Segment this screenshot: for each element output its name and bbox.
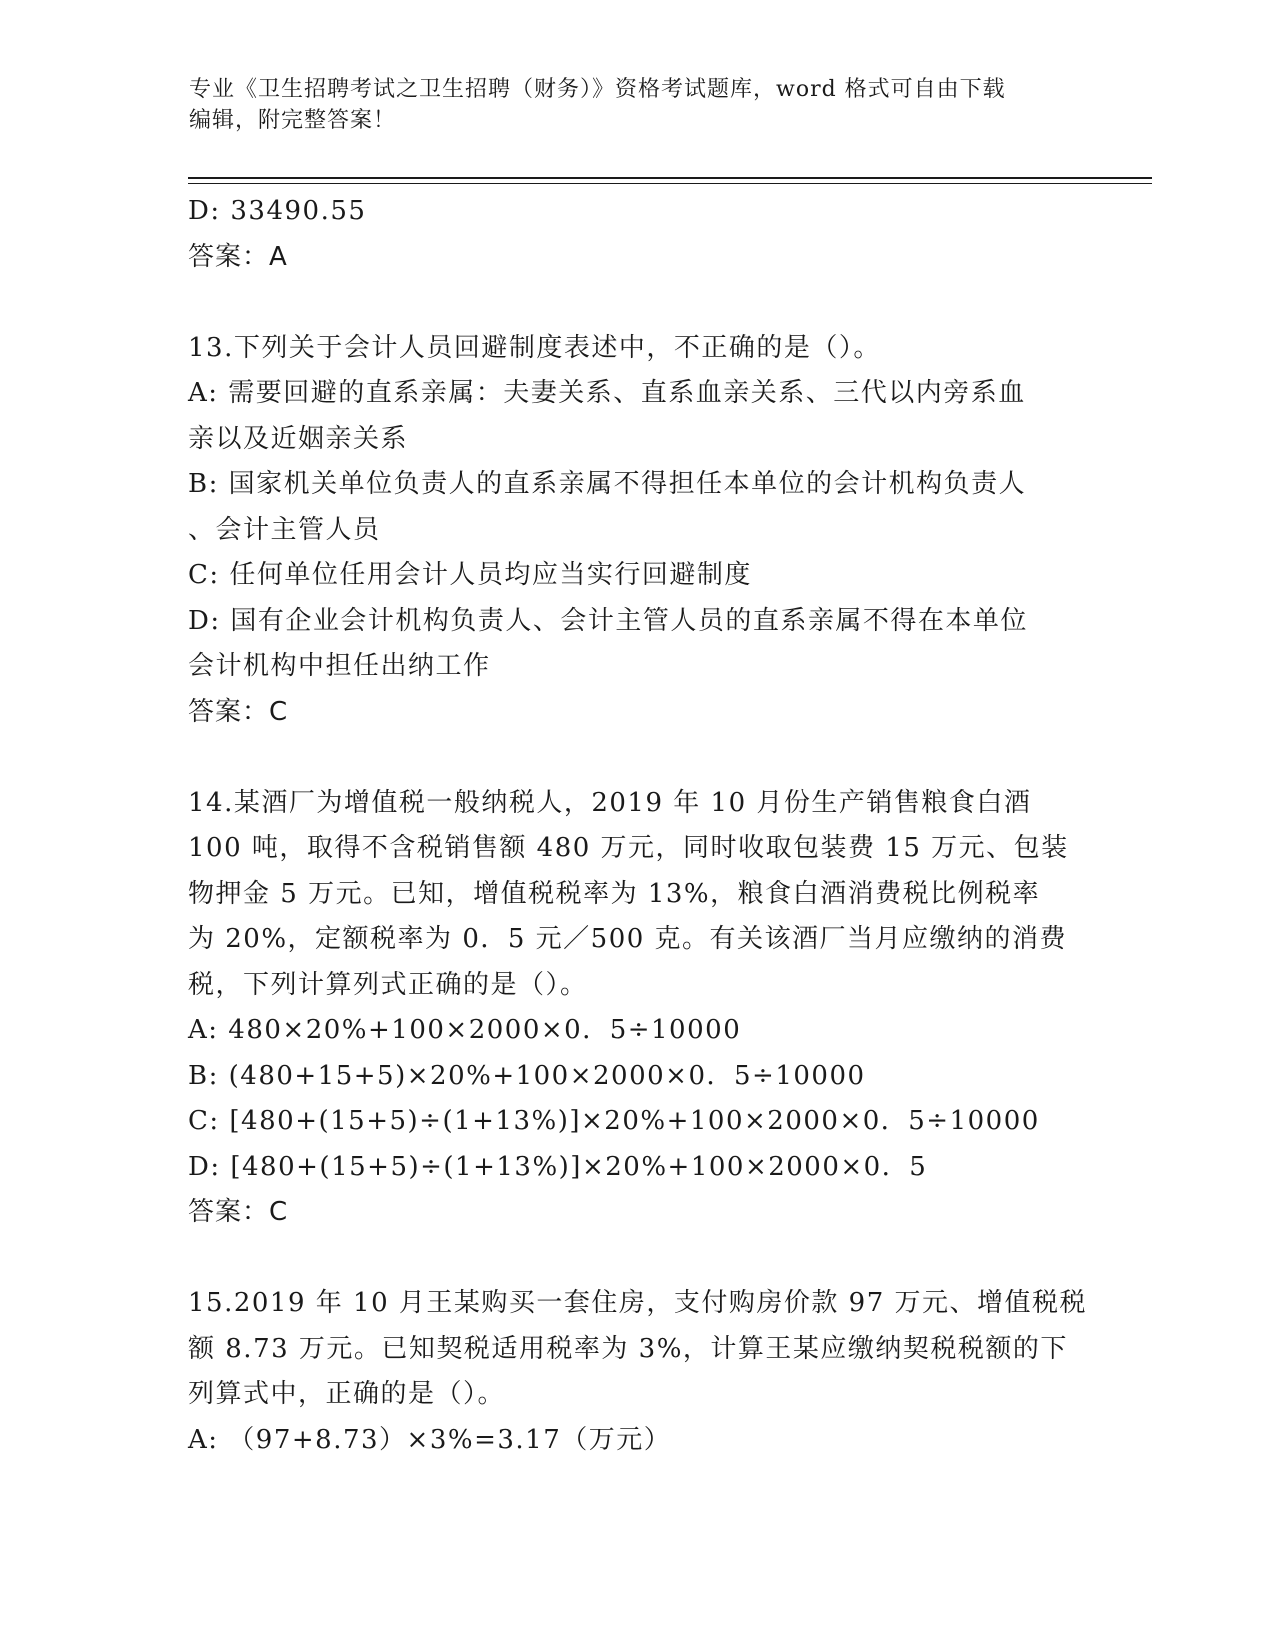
option-c: C: 任何单位任用会计人员均应当实行回避制度: [188, 560, 752, 590]
option-b: B: (480+15+5)×20%+100×2000×0．5÷10000: [188, 1060, 866, 1091]
option-d: D: 33490.55: [188, 196, 367, 226]
header-line-1: 专业《卫生招聘考试之卫生招聘（财务）》资格考试题库，word 格式可自由下载: [189, 77, 1006, 102]
question-stem-continued: 列算式中，正确的是（）。: [188, 1379, 506, 1409]
option-d-continued: 会计机构中担任出纳工作: [188, 651, 491, 681]
answer-line: 答案：C: [188, 1197, 289, 1227]
question-13: [188, 326, 1088, 736]
question-12: [188, 189, 1088, 280]
option-a: A: （97+8.73）×3%=3.17（万元）: [188, 1424, 672, 1455]
option-a: A: 480×20%+100×2000×0．5÷10000: [188, 1015, 742, 1045]
header-line-2: 编辑，附完整答案！: [189, 108, 397, 133]
question-stem-continued: 为 20%，定额税率为 0．5 元／500 克。有关该酒厂当月应缴纳的消费: [188, 924, 1068, 954]
question-stem-continued: 物押金 5 万元。已知，增值税税率为 13%，粮食白酒消费税比例税率: [188, 878, 1041, 909]
spacer: [188, 735, 1088, 781]
question-stem: 14.某酒厂为增值税一般纳税人，2019 年 10 月份生产销售粮食白酒: [188, 787, 1032, 818]
question-stem-continued: 100 吨，取得不含税销售额 480 万元，同时收取包装费 15 万元、包装: [188, 833, 1069, 863]
option-c: C: [480+(15+5)÷(1+13%)]×20%+100×2000×0．5÷10000: [188, 1106, 1040, 1136]
option-a: A: 需要回避的直系亲属：夫妻关系、直系血亲关系、三代以内旁系血: [188, 378, 1026, 408]
question-14: [188, 781, 1088, 1236]
option-d: D: 国有企业会计机构负责人、会计主管人员的直系亲属不得在本单位: [188, 605, 1028, 636]
spacer: [188, 280, 1088, 326]
question-stem-continued: 税，下列计算列式正确的是（）。: [188, 969, 588, 1000]
question-stem: 13.下列关于会计人员回避制度表述中，不正确的是（）。: [188, 332, 881, 363]
header-divider-thin: [188, 183, 1152, 184]
option-b: B: 国家机关单位负责人的直系亲属不得担任本单位的会计机构负责人: [188, 469, 1027, 499]
spacer: [188, 1236, 1088, 1282]
option-b-continued: 、会计主管人员: [188, 514, 381, 545]
page-header: [189, 74, 1089, 136]
answer-line: 答案：A: [188, 241, 288, 272]
answer-line: 答案：C: [188, 696, 289, 727]
question-stem-continued: 额 8.73 万元。已知契税适用税率为 3%，计算王某应缴纳契税税额的下: [188, 1333, 1068, 1364]
option-d: D: [480+(15+5)÷(1+13%)]×20%+100×2000×0．5: [188, 1151, 928, 1182]
question-content: [188, 189, 1088, 1463]
question-15: [188, 1281, 1088, 1463]
header-divider-thick: [188, 177, 1152, 179]
question-stem: 15.2019 年 10 月王某购买一套住房，支付购房价款 97 万元、增值税税: [188, 1288, 1088, 1318]
option-a-continued: 亲以及近姻亲关系: [188, 423, 409, 454]
